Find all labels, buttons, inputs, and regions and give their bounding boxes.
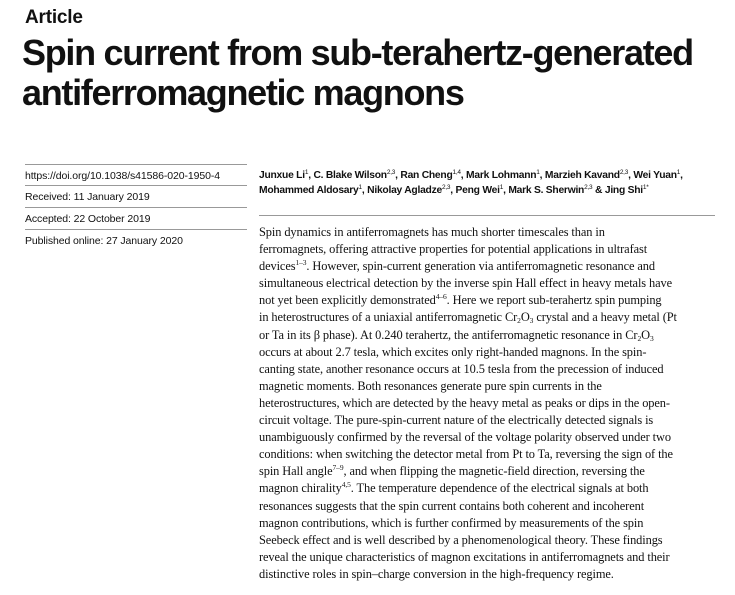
author-name[interactable]: Mark Lohmann	[466, 170, 537, 181]
author-name[interactable]: Nikolay Agladze	[367, 185, 442, 196]
reference-citation[interactable]: 4,5	[341, 480, 351, 490]
abstract-line: Spin dynamics in antiferromagnets has much shorter timescales than in	[259, 225, 605, 239]
abstract-line: magnetic moments. Both resonances generate pure spin currents in the	[259, 378, 602, 393]
abstract-line: conditions: when switching the detector metal from Pt to Ta, reversing the sign of the	[259, 447, 673, 462]
reference-citation[interactable]: 7–9	[332, 463, 344, 473]
article-title	[22, 33, 727, 113]
abstract-divider	[259, 215, 715, 216]
author-name[interactable]: Ran Cheng	[400, 170, 453, 181]
abstract-line: or Ta in its β phase). At 0.240 terahertz, the antiferromagnetic resonance in $Cr_2O_3$	[259, 327, 654, 343]
author-name[interactable]: Wei Yuan	[633, 170, 677, 181]
article-type-label: Article	[25, 7, 83, 28]
abstract-line: heterostructures, which are detected by the heavy metal as peaks or dips in the open-	[259, 395, 670, 410]
author-affiliation: 1,4	[452, 169, 461, 176]
author-name[interactable]: C. Blake Wilson	[313, 170, 387, 181]
author-name[interactable]: Jing Shi	[604, 185, 643, 196]
author-affiliation: 1	[536, 169, 540, 176]
author-name[interactable]: Marzieh Kavand	[544, 170, 620, 181]
author-affiliation: 1	[304, 169, 309, 176]
abstract-line: distinctive roles in spin–charge conversion in the high-frequency regime.	[259, 566, 614, 581]
doi-link[interactable]: https://doi.org/10.1038/s41586-020-1950-4	[25, 164, 247, 186]
abstract-line: spin Hall angle$^{7-9}$, and when flipping the magnetic-field direction, reversing the	[259, 463, 645, 479]
abstract-line: not yet been explicitly demonstrated$^{4-6}$. Here we report sub-terahertz spin pumping	[259, 292, 662, 308]
author-affiliation: 2,3	[584, 184, 593, 191]
abstract-line: resonances suggests that the spin current contains both coherent and incoherent	[259, 498, 645, 513]
abstract-line: in heterostructures of a uniaxial antiferromagnetic $Cr_2O_3$ crystal and a heavy metal (Pt	[259, 310, 677, 326]
author-affiliation: 1	[676, 169, 681, 176]
author-affiliation: 1*	[642, 184, 649, 191]
abstract-line: reveal the unique characteristics of magnon excitations in antiferromagnets and their	[259, 549, 670, 564]
author-affiliation: 2,3	[619, 169, 629, 176]
author-name[interactable]: Mark S. Sherwin	[508, 185, 585, 196]
published-date: Published online: 27 January 2020	[25, 235, 183, 247]
abstract-line: unambiguously confirmed by the reversal of the voltage polarity observed under two	[259, 430, 671, 445]
author-name[interactable]: Junxue Li	[259, 170, 305, 181]
abstract-line: canting state, another resonance occurs at 10.5 tesla from the precession of induced	[259, 361, 664, 376]
abstract-line: magnon contributions, which is further confirmed by measurements of the spin	[259, 515, 644, 530]
abstract	[259, 224, 719, 583]
received-date: Received: 11 January 2019	[25, 186, 247, 208]
author-name[interactable]: Mohammed Aldosary	[259, 185, 359, 196]
article-metadata	[25, 164, 247, 252]
article-title-line: antiferromagnetic magnons	[22, 72, 464, 113]
abstract-line: Seebeck effect and is well described by a phenomenological theory. These findings	[259, 532, 663, 547]
article-title-line: Spin current from sub-terahertz-generated	[22, 32, 693, 73]
reference-citation[interactable]: 4–6	[435, 292, 447, 302]
abstract-line: devices$^{1-3}$. However, spin-current generation via antiferromagnetic resonance and	[259, 258, 655, 274]
abstract-line: circuit voltage. The pure-spin-current nature of the electrically detected signals is	[259, 413, 654, 428]
accepted-date: Accepted: 22 October 2019	[25, 208, 247, 230]
author-affiliation: 1	[499, 184, 504, 191]
abstract-line: occurs at about 2.7 tesla, which excites only right-handed magnons. In the spin-	[259, 344, 647, 359]
abstract-line: simultaneous electrical detection by the inverse spin Hall effect in heavy metals have	[259, 276, 672, 291]
author-name[interactable]: Peng Wei	[455, 185, 500, 196]
abstract-line: magnon chirality$^{4,5}$. The temperature dependence of the electrical signals at both	[259, 480, 649, 496]
abstract-line: ferromagnets, offering attractive properties for potential applications in ultrafast	[259, 242, 648, 257]
author-affiliation: 2,3	[441, 184, 451, 191]
author-affiliation: 1	[358, 184, 362, 191]
author-affiliation: 2,3	[386, 169, 396, 176]
reference-citation[interactable]: 1–3	[295, 258, 307, 268]
author-list: Junxue Li$^1$, C. Blake Wilson$^{2,3}$, Ran Cheng$^{1,4}$, Mark Lohmann$^1$, Marzieh Kavand$^{2,3}$, Wei Yuan$^1$, Mohammed Aldosary$^1$, Nikolay Agladze$^{2,3}$, Peng Wei$^1$, Mark S. Sherwin$^{2,3}$ & Jing Shi$^{1*}$	[259, 169, 683, 196]
